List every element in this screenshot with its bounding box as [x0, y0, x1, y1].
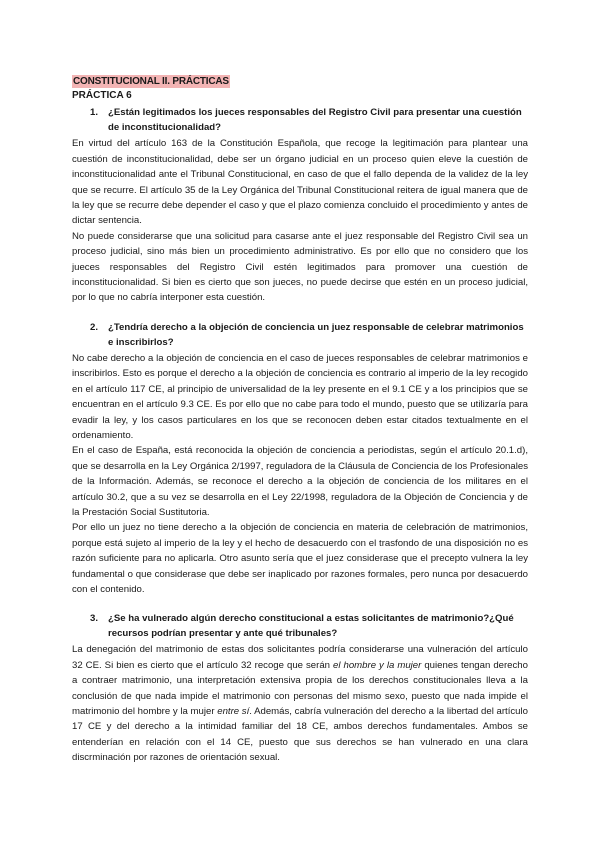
answer-3-text-part-3: . Además, cabría vulneración del derecho a la libertad del artículo 17 CE y del derecho a la intimidad familiar del 18 CE, ambos derechos fundamentales. Ambos se entenderían en relación con el 14 CE, puesto que sus derechos se han vulnerado en una clara discrminación por razones de orientación sexual.: [72, 706, 528, 764]
document-title: CONSTITUCIONAL II. PRÁCTICAS: [73, 76, 229, 87]
answer-2-paragraph-1: No cabe derecho a la objeción de conciencia en el caso de jueces responsables de celebrar matrimonios e inscribirlos. Esto es porque el derecho a la objeción de conciencia es contrario al imperio de la ley recogido en el artículo 117 CE, al principio de universalidad de la ley presente en el 9.1 CE y a los principios que se encuentran en el artículo 9.3 CE. Es por ello que no cabe para todo el mundo, puesto que se utilizaría para evadir la ley, y los casos particulares en los que se reconocen deben estar citados textualmente en el ordenamiento.: [72, 352, 528, 441]
section-gap: [72, 597, 528, 611]
answer-1-paragraph-2: No puede considerarse que una solicitud para casarse ante el juez responsable del Registro Civil sea un proceso judicial, sino más bien un procedimiento administrativo. Es por ello que no considero que los jueces responsables del Registro Civil estén legitimados para promover una cuestión de inconstitucionalidad. Si bien es cierto que son jueces, no puede decirse que estén en un proceso judicial, por lo que no cabría interponer esta cuestión.: [72, 230, 528, 304]
question-2-number: 2.: [90, 321, 99, 333]
answer-2-paragraph-3: Por ello un juez no tiene derecho a la objeción de conciencia en materia de celebración de matrimonios, porque está sujeto al imperio de la ley y el hecho de desacuerdo con el trasfondo de una disposición no es razón suficiente para no aplicarla. Otro asunto sería que el juez considerase que el precepto vulnera la ley fundamental o que considerase que debe ser inaplicado por razones formales, pero nunca por desacuerdo con el contenido.: [72, 522, 528, 595]
answer-3-italic-phrase-2: entre sí: [217, 706, 250, 717]
question-3: [72, 611, 528, 641]
question-2: [72, 320, 528, 350]
answer-3-text-part-2: quienes tengan derecho a contraer matrimonio, una interpretación extensiva propia de los derechos constitucionales lleva a la conclusión de que nada impide el matrimonio con personas del mismo sexo, puesto que nada impide el matrimonio del hombre y la mujer: [72, 659, 528, 717]
answer-2-paragraph-2: En el caso de España, está reconocida la objeción de conciencia a periodistas, según el artículo 20.1.d), que se desarrolla en la Ley Orgánica 2/1997, reguladora de la Cláusula de Conciencia de los Profesionales de la Información. Además, se reconoce el derecho a la objeción de conciencia de los militares en el artículo 30.2, que a su vez se desarrolla en el Ley 22/1998, reguladora de la Objeción de Conciencia y de la Prestación Social Sustitutoria.: [72, 445, 528, 518]
section-gap: [72, 306, 528, 320]
answer-1-paragraph-1: En virtud del artículo 163 de la Constitución Española, que recoge la legitimación para plantear una cuestión de inconstitucionalidad, debe ser un órgano judicial en un proceso quien eleve la cuestión de inconstitucionalidad ante el Tribunal Constitucional, en caso de que el fallo dependa de la validez de la ley que se recurre. El artículo 35 de la Ley Orgánica del Tribunal Constitucional reitera de igual manera que de la ley que se recurre debe depender el caso y que el plazo comienza concluido el procedimiento y antes de dictar sentencia.: [72, 138, 528, 227]
question-2-text: ¿Tendría derecho a la objeción de conciencia un juez responsable de celebrar matrimonios e inscribirlos?: [108, 321, 524, 348]
question-1-number: 1.: [90, 107, 99, 119]
question-3-text: ¿Se ha vulnerado algún derecho constitucional a estas solicitantes de matrimonio?¿Qué recursos podrían presentar y ante qué tribunales?: [108, 613, 514, 640]
document-content: [72, 74, 528, 766]
practice-number: PRÁCTICA 6: [72, 90, 132, 102]
document-title-row: [72, 74, 528, 89]
answer-3-text-part-1: La denegación del matrimonio de estas dos solicitantes podría considerarse una vulneración del artículo 32 CE. Si bien es cierto que el artículo 32 recoge que serán: [72, 644, 528, 671]
answer-3-italic-phrase-1: el hombre y la mujer: [333, 659, 422, 671]
answer-3-paragraph-1: [72, 642, 528, 765]
question-1: [72, 105, 528, 135]
question-3-number: 3.: [90, 613, 99, 625]
question-1-text: ¿Están legitimados los jueces responsables del Registro Civil para presentar una cuestión de inconstitucionalidad?: [108, 107, 522, 134]
